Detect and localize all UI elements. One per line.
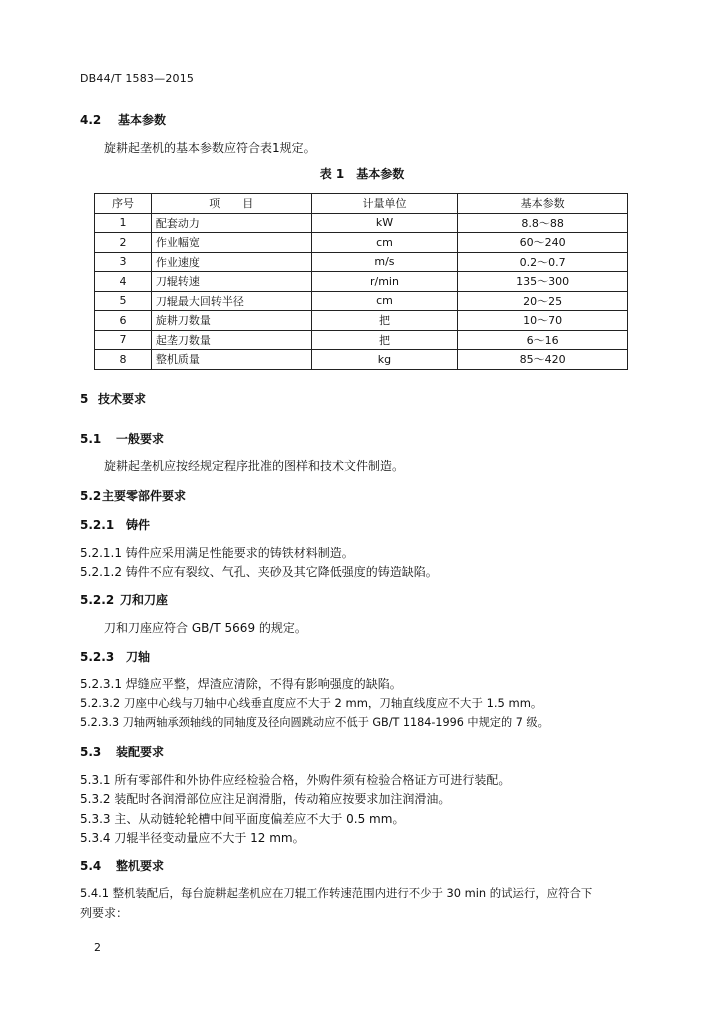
table-row <box>95 330 628 350</box>
table-caption: 表 1 基本参数 <box>319 167 405 181</box>
cell-item: 整机质量 <box>151 350 311 370</box>
section-title: 主要零部件要求 <box>102 489 187 503</box>
cell-value: 60～240 <box>458 233 628 253</box>
cell-item: 刀辊转速 <box>151 272 311 292</box>
cell-item: 作业幅宽 <box>151 233 311 253</box>
cell-index: 4 <box>95 272 152 292</box>
cell-unit: 把 <box>311 330 458 350</box>
section-title: 技术要求 <box>98 392 147 406</box>
page-number: 2 <box>94 941 101 954</box>
section-5-1-heading <box>80 430 164 447</box>
section-5-2-3-heading <box>80 648 150 665</box>
section-title: 整机要求 <box>116 859 165 873</box>
section-number: 4.2 <box>80 113 102 127</box>
section-number: 5.2 <box>80 489 102 503</box>
section-title: 装配要求 <box>116 745 165 759</box>
cell-value: 10～70 <box>458 311 628 331</box>
table-row <box>95 272 628 292</box>
clause-5-4-1-continued: 列要求： <box>80 906 129 920</box>
cell-index: 8 <box>95 350 152 370</box>
section-number: 5.2.3 <box>80 650 115 664</box>
cell-item: 配套动力 <box>151 213 311 233</box>
section-number: 5.2.1 <box>80 518 115 532</box>
column-header-item: 项 目 <box>151 194 311 214</box>
cell-index: 3 <box>95 252 152 272</box>
cell-item: 旋耕刀数量 <box>151 311 311 331</box>
section-5-2-1-heading <box>80 516 150 533</box>
clause-5-3-4: 5.3.4 刀辊半径变动量应不大于 12 mm。 <box>80 831 305 845</box>
section-4-2-heading <box>80 111 166 128</box>
table-row <box>95 233 628 253</box>
clause-5-3-2: 5.3.2 装配时各润滑部位应注足润滑脂，传动箱应按要求加注润滑油。 <box>80 792 451 806</box>
section-5-2-heading <box>80 487 186 504</box>
clause-5-2-3-2: 5.2.3.2 刀座中心线与刀轴中心线垂直度应不大于 2 mm，刀轴直线度应不大于 1.5 mm。 <box>80 696 543 710</box>
section-5-3-heading <box>80 743 164 760</box>
cell-unit: m/s <box>311 252 458 272</box>
cell-index: 1 <box>95 213 152 233</box>
section-title: 基本参数 <box>118 113 167 127</box>
cell-unit: 把 <box>311 311 458 331</box>
table-header-row <box>95 194 628 214</box>
table-row <box>95 291 628 311</box>
cell-index: 5 <box>95 291 152 311</box>
cell-unit: cm <box>311 233 458 253</box>
cell-value: 85～420 <box>458 350 628 370</box>
cell-value: 0.2～0.7 <box>458 252 628 272</box>
cell-item: 刀辊最大回转半径 <box>151 291 311 311</box>
section-number: 5.3 <box>80 745 102 759</box>
section-title: 刀轴 <box>126 650 151 664</box>
cell-item: 起垄刀数量 <box>151 330 311 350</box>
section-5-2-2-text: 刀和刀座应符合 GB/T 5669 的规定。 <box>104 621 307 635</box>
section-4-2-text: 旋耕起垄机的基本参数应符合表1规定。 <box>104 141 316 155</box>
clause-5-2-3-3: 5.2.3.3 刀轴两轴承颈轴线的同轴度及径向圆跳动应不低于 GB/T 1184-1996 中规定的 7 级。 <box>80 716 549 729</box>
cell-value: 135～300 <box>458 272 628 292</box>
document-code-header: DB44/T 1583—2015 <box>80 72 195 85</box>
basic-parameters-table <box>94 193 628 370</box>
section-number: 5.1 <box>80 432 102 446</box>
cell-value: 20～25 <box>458 291 628 311</box>
section-number: 5.4 <box>80 859 102 873</box>
clause-5-4-1: 5.4.1 整机装配后，每台旋耕起垄机应在刀辊工作转速范围内进行不少于 30 min 的试运行，应符合下 <box>80 886 593 900</box>
section-5-4-heading <box>80 857 164 874</box>
table-row <box>95 350 628 370</box>
section-5-2-2-heading <box>80 591 168 608</box>
cell-unit: kg <box>311 350 458 370</box>
cell-index: 6 <box>95 311 152 331</box>
section-title: 刀和刀座 <box>120 593 169 607</box>
section-number: 5.2.2 <box>80 593 115 607</box>
clause-5-2-1-2: 5.2.1.2 铸件不应有裂纹、气孔、夹砂及其它降低强度的铸造缺陷。 <box>80 565 438 579</box>
column-header-index: 序号 <box>95 194 152 214</box>
clause-5-3-3: 5.3.3 主、从动链轮轮槽中间平面度偏差应不大于 0.5 mm。 <box>80 812 405 826</box>
cell-index: 2 <box>95 233 152 253</box>
cell-value: 8.8～88 <box>458 213 628 233</box>
clause-5-3-1: 5.3.1 所有零部件和外协件应经检验合格，外购件须有检验合格证方可进行装配。 <box>80 773 511 787</box>
section-number: 5 <box>80 392 89 406</box>
clause-5-2-1-1: 5.2.1.1 铸件应采用满足性能要求的铸铁材料制造。 <box>80 546 354 560</box>
table-row <box>95 311 628 331</box>
cell-value: 6～16 <box>458 330 628 350</box>
column-header-unit: 计量单位 <box>311 194 458 214</box>
cell-unit: cm <box>311 291 458 311</box>
cell-unit: kW <box>311 213 458 233</box>
section-5-1-text: 旋耕起垄机应按经规定程序批准的图样和技术文件制造。 <box>104 459 405 473</box>
section-title: 铸件 <box>126 518 151 532</box>
section-5-heading <box>80 390 146 407</box>
column-header-value: 基本参数 <box>458 194 628 214</box>
table-row <box>95 252 628 272</box>
table-row <box>95 213 628 233</box>
section-title: 一般要求 <box>116 432 165 446</box>
clause-5-2-3-1: 5.2.3.1 焊缝应平整，焊渣应清除，不得有影响强度的缺陷。 <box>80 677 402 691</box>
cell-unit: r/min <box>311 272 458 292</box>
cell-index: 7 <box>95 330 152 350</box>
cell-item: 作业速度 <box>151 252 311 272</box>
